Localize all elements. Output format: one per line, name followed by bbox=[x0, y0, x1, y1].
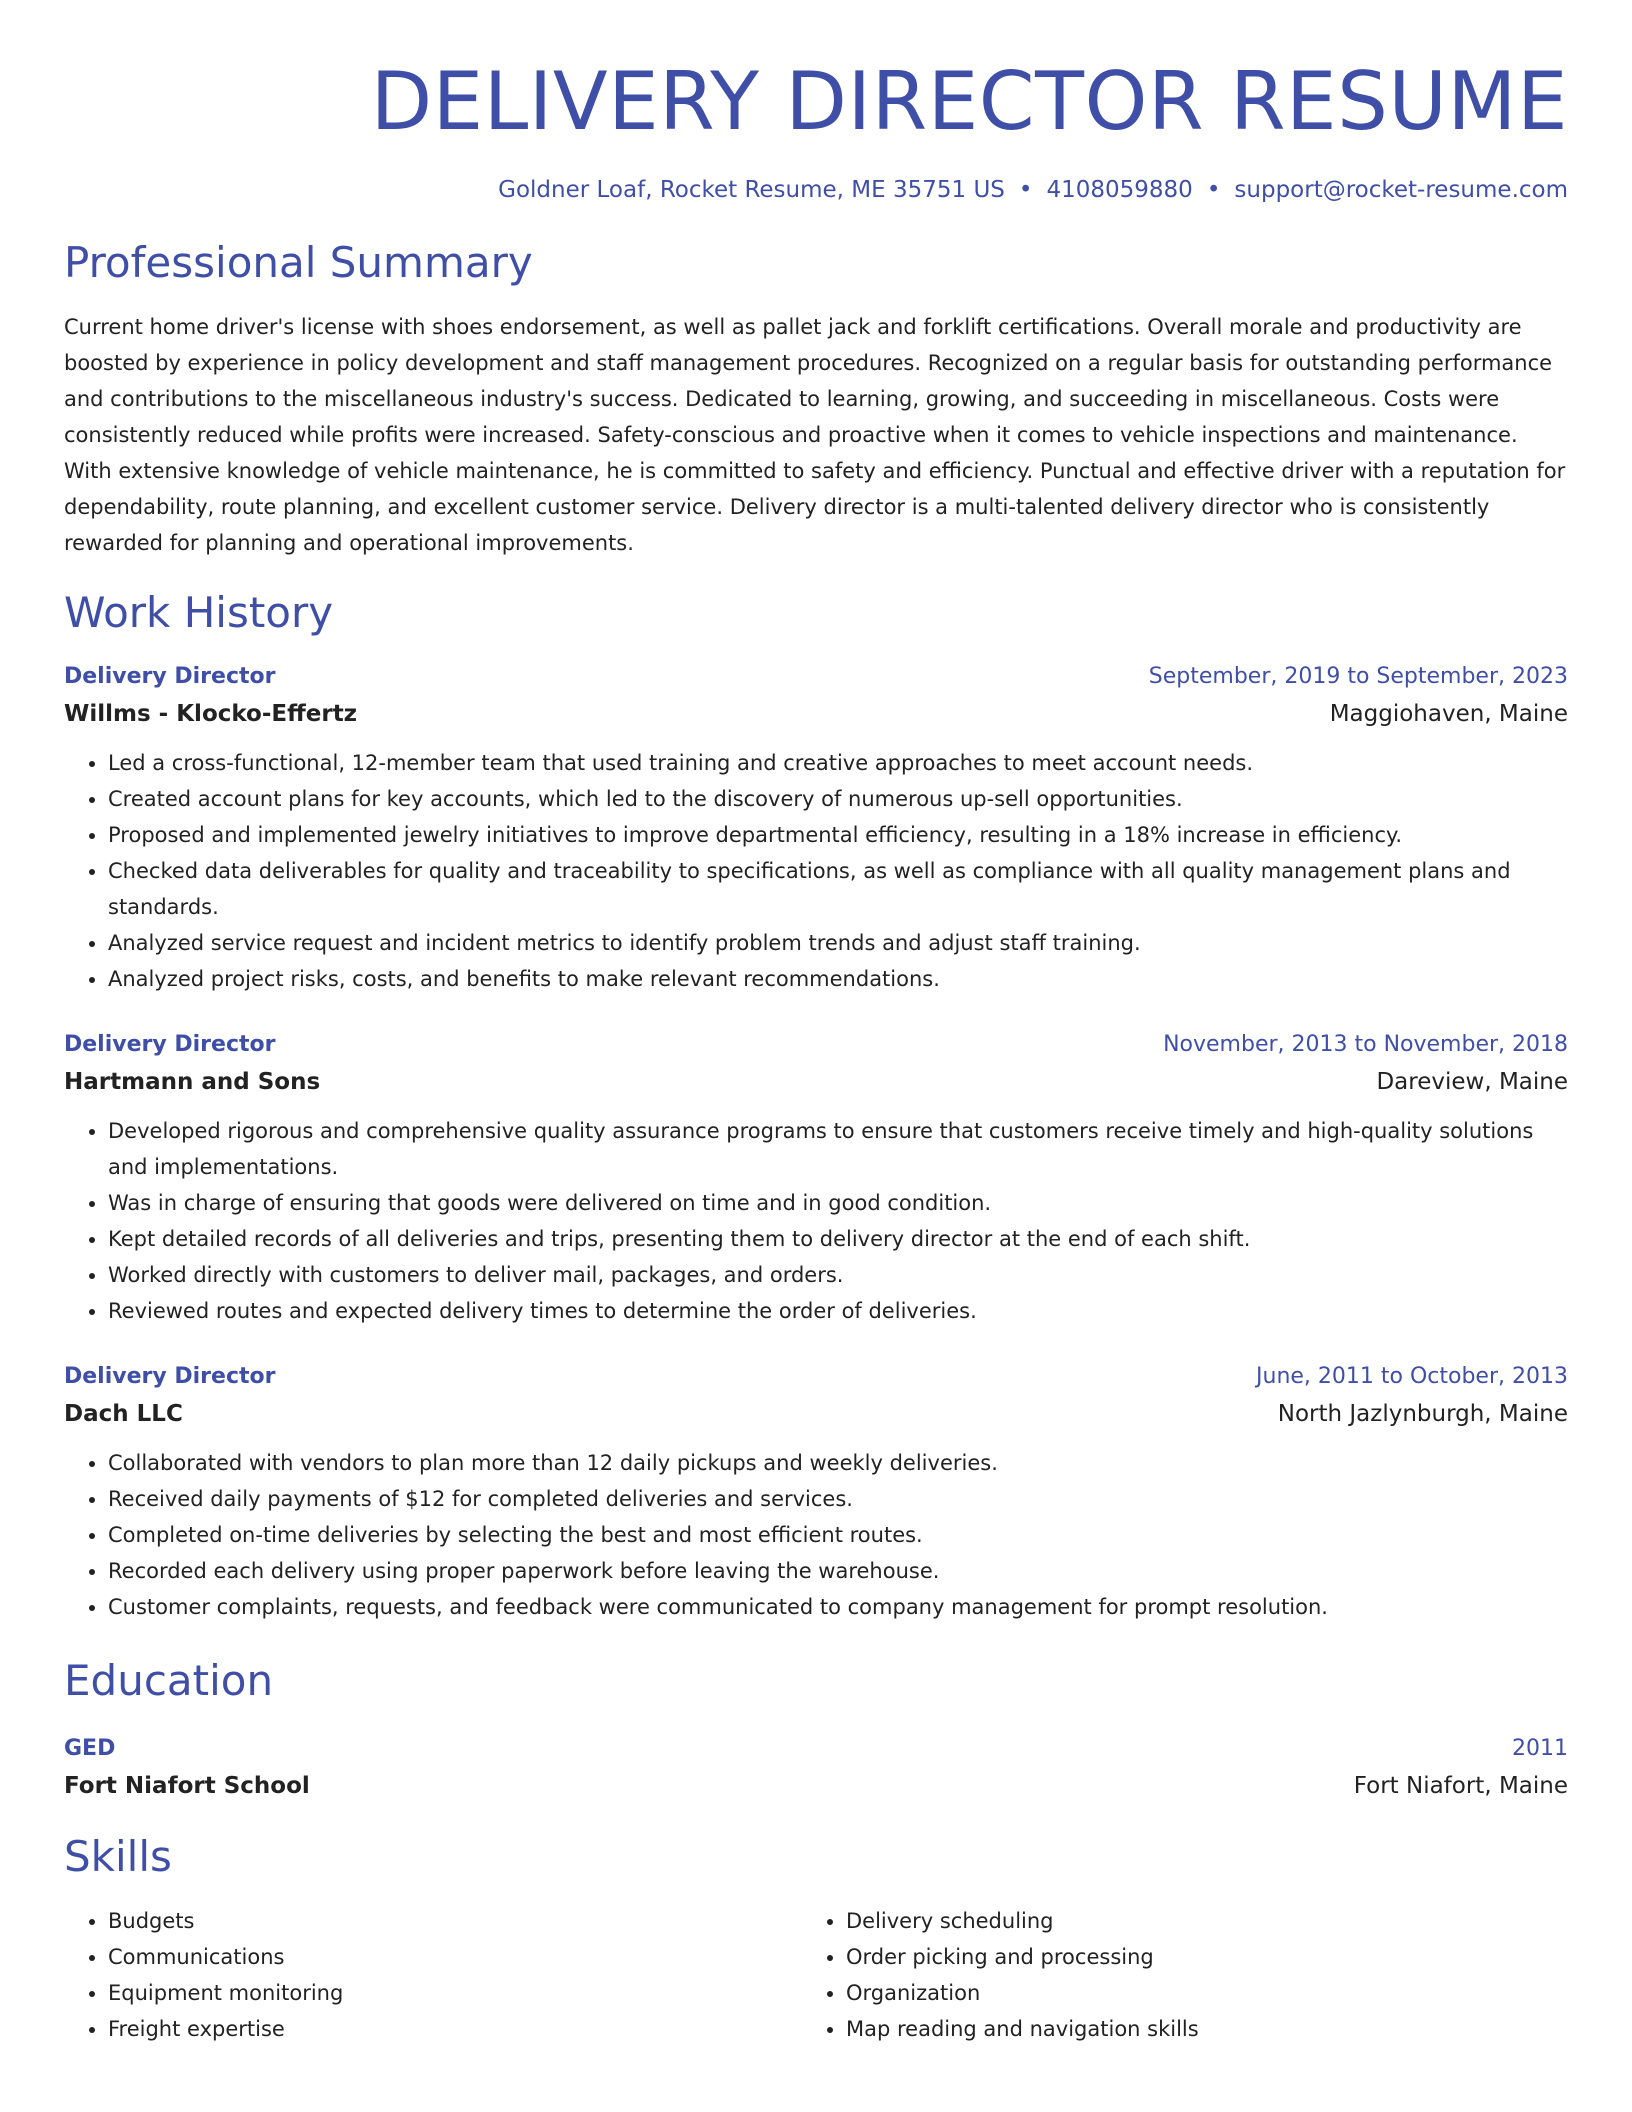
education-entry bbox=[64, 1731, 1568, 1805]
job-header bbox=[64, 659, 1568, 695]
summary-text: Current home driver's license with shoes endorsement, as well as pallet jack and forklift certifications. Overall morale and productivity are boosted by experience in policy development and staff management procedures. Recognized on a regular basis for outstanding performance and contributions to the miscellaneous industry's success. Dedicated to learning, growing, and succeeding in miscellaneous. Costs were consistently reduced while profits were increased. Safety-conscious and proactive when it comes to vehicle inspections and maintenance. With extensive knowledge of vehicle maintenance, he is committed to safety and efficiency. Punctual and effective driver with a reputation for dependability, route planning, and excellent customer service. Delivery director is a multi-talented delivery director who is consistently rewarded for planning and operational improvements. bbox=[64, 315, 1566, 555]
job-location: North Jazlynburgh, Maine bbox=[1277, 1401, 1568, 1427]
education-school: Fort Niafort School bbox=[64, 1773, 310, 1799]
skill-item: • Communications bbox=[108, 1939, 802, 1975]
job-bullet: • Led a cross-functional, 12-member team that used training and creative approaches to meet account needs. bbox=[108, 745, 1568, 781]
job-location: Maggiohaven, Maine bbox=[1329, 701, 1568, 727]
job-bullet: • Analyzed project risks, costs, and benefits to make relevant recommendations. bbox=[108, 961, 1568, 997]
contact-line bbox=[64, 173, 1568, 207]
job-bullet: • Received daily payments of $12 for completed deliveries and services. bbox=[108, 1481, 1568, 1517]
contact-address: Goldner Loaf, Rocket Resume, ME 35751 US bbox=[498, 177, 1005, 203]
job-entry bbox=[64, 1359, 1568, 1625]
job-bullet: • Recorded each delivery using proper paperwork before leaving the warehouse. bbox=[108, 1553, 1568, 1589]
job-dates: June, 2011 to October, 2013 bbox=[1256, 1364, 1568, 1389]
skill-item: • Delivery scheduling bbox=[846, 1903, 1540, 1939]
job-header bbox=[64, 1359, 1568, 1395]
job-bullets bbox=[64, 1113, 1568, 1329]
job-bullet: • Checked data deliverables for quality and traceability to specifications, as well as compliance with all quality management plans and standards. bbox=[108, 853, 1568, 925]
summary-heading: Professional Summary bbox=[64, 238, 533, 287]
job-bullet: • Created account plans for key accounts, which led to the discovery of numerous up-sell opportunities. bbox=[108, 781, 1568, 817]
education-heading: Education bbox=[64, 1656, 274, 1705]
job-bullet: • Developed rigorous and comprehensive quality assurance programs to ensure that customers receive timely and high-quality solutions and implementations. bbox=[108, 1113, 1568, 1185]
job-header bbox=[64, 1027, 1568, 1063]
skill-item: • Organization bbox=[846, 1975, 1540, 2011]
job-bullets bbox=[64, 1445, 1568, 1625]
job-title: Delivery Director bbox=[64, 1032, 276, 1057]
skills-heading: Skills bbox=[64, 1832, 172, 1881]
education-location: Fort Niafort, Maine bbox=[1353, 1773, 1568, 1799]
education-header bbox=[64, 1731, 1568, 1767]
skill-item: • Order picking and processing bbox=[846, 1939, 1540, 1975]
skills-list bbox=[64, 1903, 1568, 2047]
job-bullet: • Customer complaints, requests, and feedback were communicated to company management for prompt resolution. bbox=[108, 1589, 1568, 1625]
job-bullet: • Analyzed service request and incident metrics to identify problem trends and adjust staff training. bbox=[108, 925, 1568, 961]
job-bullet: • Reviewed routes and expected delivery times to determine the order of deliveries. bbox=[108, 1293, 1568, 1329]
contact-separator: • bbox=[1018, 177, 1033, 203]
skill-item: • Freight expertise bbox=[108, 2011, 802, 2047]
job-bullets bbox=[64, 745, 1568, 997]
job-company: Hartmann and Sons bbox=[64, 1069, 321, 1095]
job-subheader bbox=[64, 1063, 1568, 1101]
job-bullet: • Kept detailed records of all deliveries and trips, presenting them to delivery director at the end of each shift. bbox=[108, 1221, 1568, 1257]
job-subheader bbox=[64, 1395, 1568, 1433]
education-degree: GED bbox=[64, 1736, 116, 1761]
job-location: Dareview, Maine bbox=[1376, 1069, 1568, 1095]
contact-separator: • bbox=[1206, 177, 1221, 203]
skill-item: • Budgets bbox=[108, 1903, 802, 1939]
job-dates: November, 2013 to November, 2018 bbox=[1163, 1032, 1568, 1057]
job-bullet: • Was in charge of ensuring that goods were delivered on time and in good condition. bbox=[108, 1185, 1568, 1221]
job-bullet: • Proposed and implemented jewelry initiatives to improve departmental efficiency, resulting in a 18% increase in efficiency. bbox=[108, 817, 1568, 853]
job-entry bbox=[64, 659, 1568, 997]
skills-column-left bbox=[64, 1903, 802, 2047]
job-bullet: • Worked directly with customers to deliver mail, packages, and orders. bbox=[108, 1257, 1568, 1293]
skill-item: • Equipment monitoring bbox=[108, 1975, 802, 2011]
job-title: Delivery Director bbox=[64, 664, 276, 689]
job-subheader bbox=[64, 695, 1568, 733]
education-year: 2011 bbox=[1512, 1736, 1568, 1761]
contact-phone: 4108059880 bbox=[1046, 177, 1193, 203]
resume-title: DELIVERY DIRECTOR RESUME bbox=[370, 55, 1568, 148]
contact-email[interactable]: support@rocket-resume.com bbox=[1234, 177, 1568, 203]
work-history-heading: Work History bbox=[64, 588, 334, 637]
job-title: Delivery Director bbox=[64, 1364, 276, 1389]
job-company: Dach LLC bbox=[64, 1401, 183, 1427]
skills-column-right bbox=[802, 1903, 1540, 2047]
job-entry bbox=[64, 1027, 1568, 1329]
skill-item: • Map reading and navigation skills bbox=[846, 2011, 1540, 2047]
job-bullet: • Completed on-time deliveries by selecting the best and most efficient routes. bbox=[108, 1517, 1568, 1553]
job-bullet: • Collaborated with vendors to plan more than 12 daily pickups and weekly deliveries. bbox=[108, 1445, 1568, 1481]
education-subheader bbox=[64, 1767, 1568, 1805]
job-company: Willms - Klocko-Effertz bbox=[64, 701, 358, 727]
job-dates: September, 2019 to September, 2023 bbox=[1148, 664, 1568, 689]
